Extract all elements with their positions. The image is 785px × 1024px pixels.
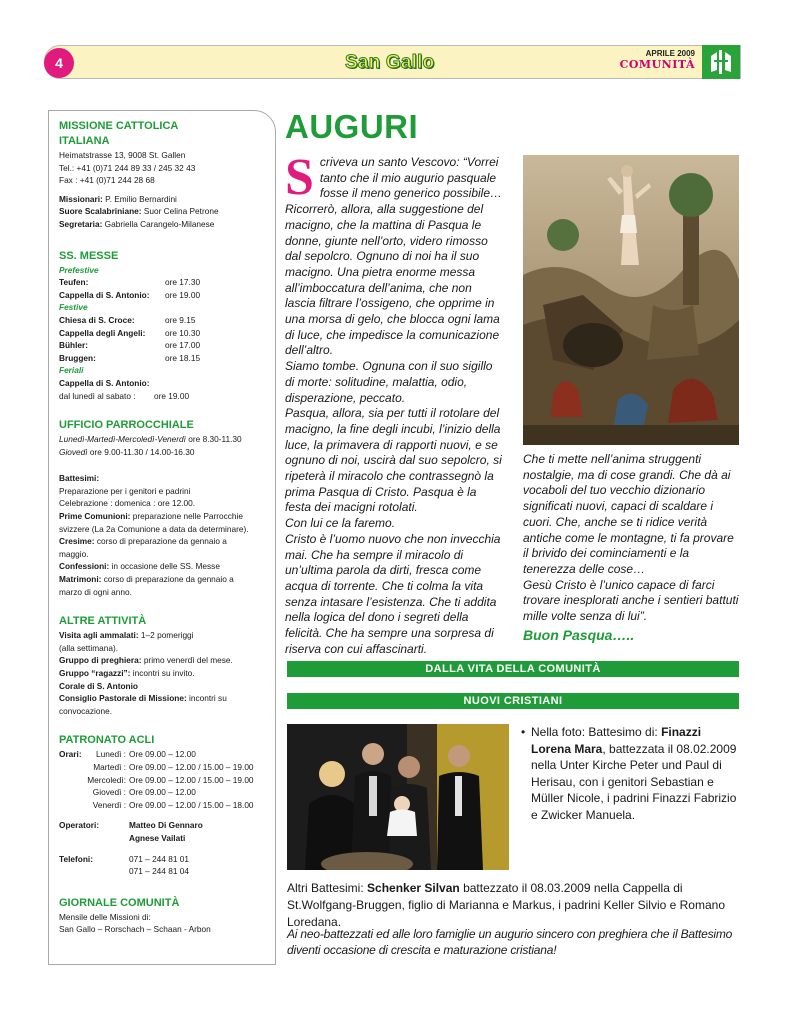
cresime-line: maggio.	[59, 548, 89, 559]
missione-address: Heimatstrasse 13, 9008 St. Gallen	[59, 150, 186, 160]
mass-row: Cappella di S. Antonio:	[59, 377, 150, 388]
mass-row: Bühler: ore 17.00	[59, 340, 201, 351]
mass-row: Cappella di S. Antonio: ore 19.00	[59, 289, 201, 300]
st-gallen-flag-icon	[702, 45, 740, 79]
comunioni-line: svizzere (La 2a Comunione a data da determinare).	[59, 523, 249, 534]
consiglio-line: convocazione.	[59, 705, 113, 716]
acli-hours	[59, 748, 265, 811]
matrimoni-line: marzo di ogni anno.	[59, 586, 132, 597]
messe-title: SS. MESSE	[59, 249, 119, 262]
mass-row: Cappella degli Angeli: ore 10.30	[59, 327, 201, 338]
article-paragraph: Con lui ce la faremo.	[285, 516, 396, 531]
suore-line: Suore Scalabriniane: Suor Celina Petrone	[59, 206, 219, 217]
section-bar-nuovi-cristiani: NUOVI CRISTIANI	[287, 693, 739, 709]
visita-line: Visita agli ammalati: 1–2 pomeriggi	[59, 630, 194, 641]
confessioni-line: Confessioni: in occasione delle SS. Messe	[59, 561, 220, 572]
cresime-line: Cresime: corso di preparazione da gennaio a	[59, 536, 227, 547]
closing-note: Ai neo-battezzati ed alle loro famiglie un augurio sincero con preghiera che il Battesimo diventi occasione di crescita e maturazione cristiana!	[287, 927, 733, 957]
consiglio-line: Consiglio Pastorale di Missione: incontri su	[59, 693, 227, 704]
article-paragraph: Gesù Cristo è l’unico capace di farci trovare inesplorati anche i sentieri battuti mille volte senza di lui”.	[523, 577, 739, 624]
operatori-row: Operatori: Matteo Di Gennaro	[59, 820, 203, 831]
acli-hours-row: Orari: Lunedì : Ore 09.00 – 12.00	[59, 749, 196, 760]
operatori-row: Agnese Vailati	[129, 832, 186, 843]
section-bar-vita: DALLA VITA DELLA COMUNITÀ	[287, 661, 739, 677]
acli-hours-row: Venerdì : Ore 09.00 – 12.00 / 15.00 – 18.00	[92, 799, 254, 810]
gruppo-preghiera-line: Gruppo di preghiera: primo venerdì del mese.	[59, 655, 233, 666]
missione-title-2: ITALIANA	[59, 135, 110, 147]
telefoni-row: 071 – 244 81 04	[129, 866, 189, 877]
acli-hours-row: Giovedì : Ore 09.00 – 12.00	[92, 787, 196, 798]
article-column-2	[523, 452, 741, 643]
missione-fax: Fax : +41 (0)71 244 28 68	[59, 175, 155, 186]
issue-date: APRILE 2009	[645, 49, 695, 58]
dropcap: S	[285, 149, 314, 206]
page-number: 4	[44, 48, 74, 78]
acli-hours-row: Mercoledì: Ore 09.00 – 12.00 / 15.00 – 19.00	[87, 774, 254, 785]
mass-row: Bruggen: ore 18.15	[59, 352, 201, 363]
acli-title: PATRONATO ACLI	[59, 734, 155, 747]
article-paragraph: Pasqua, allora, sia per tutti il rotolare del macigno, la fine degli incubi, l’inizio della luce, la primavera di rapporti nuovi, e se ognuno di noi, uscirà dal suo sepolcro, si ripeterà il miracolo che contrassegnò la prima Pasqua di Cristo. Pasqua è la festa dei macigni rotolati.	[285, 406, 502, 515]
article-title: AUGURI	[285, 108, 419, 145]
giornale-line: San Gallo – Rorschach – Schaan - Arbon	[59, 924, 211, 935]
comunioni-line: Prime Comunioni: preparazione nelle Parrocchie	[59, 511, 243, 522]
corale-line: Corale di S. Antonio	[59, 680, 138, 691]
publication-name: San Gallo	[345, 52, 435, 73]
giornale-title: GIORNALE COMUNITÀ	[59, 896, 180, 909]
photo-caption: • Nella foto: Battesimo di: Finazzi Lorena Mara, battezzata il 08.02.2009 nella Unter Kirche Peter und Paul di Herisau, con i genitori Sebastian e Müller Nicole, i padrini Finazzi Fabrizio e Zwicker Manuela.	[521, 725, 737, 822]
article-paragraph: Scriveva un santo Vescovo: “Vorrei tanto che il mio augurio pasquale fosse il meno generico possibile… Ricorrerò, allora, alla suggestione del macigno, che la mattina di Pasqua le donne, giunte nell’orto, videro rimosso dal sepolcro. Ognuno di noi ha il suo macigno. Una pietra enorme messa all’imboccatura dell’anima, che non lascia filtrare l’ossigeno, che opprime in una morsa di gelo, che blocca ogni lama di luce, che impedisce la comunicazione dell’altro.	[285, 149, 503, 358]
missione-title: MISSIONE CATTOLICA	[59, 120, 179, 132]
battesimi-label: Battesimi:	[59, 473, 100, 484]
bullet-icon: •	[521, 725, 526, 739]
segreteria-line: Segretaria: Gabriella Carangelo-Milanese	[59, 218, 215, 229]
mass-row: Teufen: ore 17.30	[59, 277, 201, 288]
battesimi-line: Preparazione per i genitori e padrini	[59, 485, 191, 496]
article-paragraph: Che ti mette nell’anima struggenti nostalgie, ma di cose grandi. Che dà ai vocaboli del tuo vecchio dizionario significati nuovi, capaci di scaldare i cuori. Che, anche se ti ridice verità antiche come le montagne, ti fa provare il brivido dei cominciamenti e la tenerezza delle cose…	[523, 452, 734, 576]
prefestive-label: Prefestive	[59, 264, 99, 275]
article-paragraph: Siamo tombe. Ognuna con il suo sigillo di morte: solitudine, malattia, odio, disperazione, peccato.	[285, 359, 493, 405]
attivita-title: ALTRE ATTIVITÀ	[59, 615, 147, 628]
info-sidebar	[48, 110, 276, 965]
brand-name: COMUNITÀ	[619, 58, 695, 71]
feriali-label: Feriali	[59, 365, 84, 376]
altri-battesimi: Altri Battesimi: Schenker Silvan battezzato il 08.03.2009 nella Cappella di St.Wolfgang-Bruggen, figlio di Marianna e Markus, i padrini Keller Silvio e Romano Loredana.	[287, 881, 725, 929]
article-paragraph: Cristo è l’uomo nuovo che non invecchia mai. Che ha sempre il miracolo di un’ultima parola da dirti, fresca come acqua di torrente. Che ti colma la vita senza intasare l’esistenza. Che ti addita nella logica del dono i segreti della felicità. Che ha sempre una sorpresa di riserva con cui affascinarti.	[285, 531, 501, 656]
ufficio-hours-1: Lunedì-Martedì-Mercoledì-Venerdì ore 8.30-11.30	[59, 434, 242, 445]
ufficio-hours-2: Giovedì ore 9.00-11.30 / 14.00-16.30	[59, 446, 195, 457]
giornale-line: Mensile delle Missioni di:	[59, 911, 151, 922]
gruppo-ragazzi-line: Gruppo “ragazzi”: incontri su invito.	[59, 668, 195, 678]
article-closing: Buon Pasqua…..	[523, 626, 635, 643]
acli-hours-row: Martedì : Ore 09.00 – 12.00 / 15.00 – 19.00	[93, 761, 254, 772]
baptism-photo	[287, 724, 509, 870]
telefoni-row: Telefoni: 071 – 244 81 01	[59, 853, 189, 864]
missione-tel: Tel.: +41 (0)71 244 89 33 / 245 32 43	[59, 162, 196, 173]
festive-label: Festive	[59, 302, 88, 313]
mass-row: dal lunedì al sabato : ore 19.00	[59, 390, 190, 401]
matrimoni-line: Matrimoni: corso di preparazione da gennaio a	[59, 574, 234, 585]
missionari-line: Missionari: P. Emilio Bernardini	[59, 193, 177, 204]
mass-row: Chiesa di S. Croce: ore 9.15	[59, 314, 196, 325]
ufficio-title: UFFICIO PARROCCHIALE	[59, 419, 194, 432]
battesimi-line: Celebrazione : domenica : ore 12.00.	[59, 498, 196, 509]
resurrection-painting	[523, 155, 739, 445]
article-column-1	[285, 149, 503, 658]
visita-line: (alla settimana).	[59, 642, 119, 653]
